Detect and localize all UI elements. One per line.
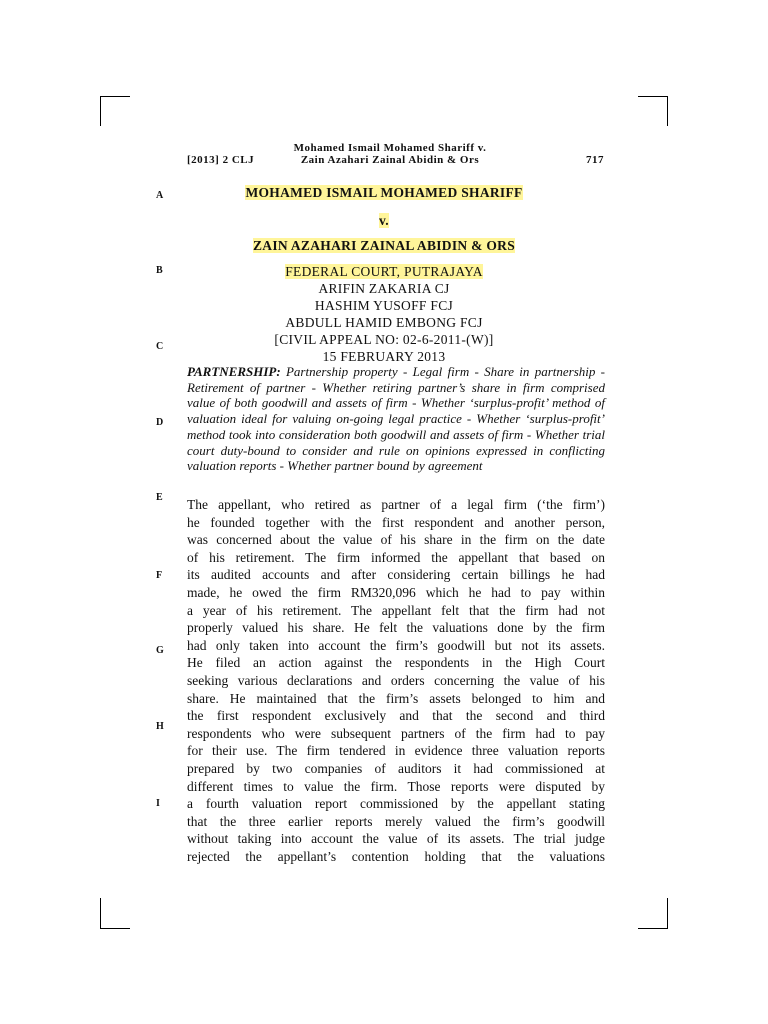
- header-title-line1: Mohamed Ismail Mohamed Shariff v.: [293, 142, 487, 154]
- crop-mark-bottom-right-v: [667, 898, 668, 929]
- headnote-line: rejected the appellant’s contention holding that the valuations: [187, 848, 605, 864]
- court-name: FEDERAL COURT, PUTRAJAYA: [285, 264, 483, 279]
- court-line: [0, 263, 768, 280]
- decision-date: 15 FEBRUARY 2013: [322, 349, 446, 364]
- headnote-line: different times to value the firm. Those reports were disputed by: [187, 778, 605, 794]
- headnote-line: was concerned about the value of his share in the firm on the date: [187, 532, 605, 548]
- header-title-line2: Zain Azahari Zainal Abidin & Ors: [300, 154, 480, 166]
- margin-letter-i: I: [156, 798, 160, 809]
- headnote-line: He filed an action against the respondents in the High Court: [187, 655, 605, 671]
- judge-3: ABDULL HAMID EMBONG FCJ: [285, 315, 483, 330]
- headnote-line: prepared by two companies of auditors it had commissioned at: [187, 760, 605, 776]
- headnote-line: had only taken into account the firm’s goodwill but not its assets.: [187, 637, 605, 653]
- case-versus-line: [0, 212, 768, 229]
- catchwords: [187, 364, 605, 474]
- headnote-line: a year of his retirement. The appellant felt that the firm had not: [187, 602, 605, 618]
- headnote-line: its audited accounts and after considering certain billings he had: [187, 567, 605, 583]
- headnote-line: properly valued his share. He felt the valuations done by the firm: [187, 620, 605, 636]
- judge-1: ARIFIN ZAKARIA CJ: [318, 281, 450, 296]
- headnote: [187, 496, 605, 865]
- headnote-line: The appellant, who retired as partner of a legal firm (‘the firm’): [187, 497, 605, 512]
- header-citation: [2013] 2 CLJ: [187, 154, 255, 166]
- case-respondents-line: [0, 237, 768, 254]
- headnote-line: he founded together with the first respondent and another person,: [187, 514, 605, 530]
- headnote-line: of his retirement. The firm informed the appellant that based on: [187, 549, 605, 565]
- judge-2: HASHIM YUSOFF FCJ: [314, 298, 454, 313]
- headnote-line: that the three earlier reports merely valued the firm’s goodwill: [187, 813, 605, 829]
- margin-letter-a: A: [156, 190, 164, 201]
- headnote-line: the first respondent exclusively and that the second and third: [187, 708, 605, 724]
- crop-mark-bottom-right-h: [638, 928, 668, 929]
- headnote-line: made, he owed the firm RM320,096 which he had to pay within: [187, 584, 605, 600]
- margin-letter-b: B: [156, 265, 163, 276]
- appeal-number: [CIVIL APPEAL NO: 02-6-2011-(W)]: [274, 332, 494, 347]
- margin-letter-f: F: [156, 570, 163, 581]
- headnote-line: a fourth valuation report commissioned by the appellant stating: [187, 796, 605, 812]
- crop-mark-bottom-left-h: [100, 928, 130, 929]
- margin-letter-h: H: [156, 721, 164, 732]
- headnote-line: seeking various declarations and orders concerning the value of his: [187, 672, 605, 688]
- crop-mark-bottom-left-v: [100, 898, 101, 929]
- headnote-line: without taking into account the value of its assets. The trial judge: [187, 831, 605, 847]
- headnote-line: respondents who were subsequent partners of the firm had to pay: [187, 725, 605, 741]
- headnote-line: for their use. The firm tendered in evidence three valuation reports: [187, 743, 605, 759]
- case-respondents: ZAIN AZAHARI ZAINAL ABIDIN & ORS: [252, 238, 516, 253]
- case-versus: v.: [379, 213, 389, 228]
- crop-mark-top-left-v: [100, 96, 101, 126]
- headnote-line: share. He maintained that the firm’s assets belonged to him and: [187, 690, 605, 706]
- margin-letter-g: G: [156, 645, 164, 656]
- margin-letter-c: C: [156, 341, 164, 352]
- crop-mark-top-right-v: [667, 96, 668, 126]
- margin-letter-e: E: [156, 492, 163, 503]
- catchwords-text: Partnership property - Legal firm - Share in partnership - Retirement of partner - Whether retiring partner’s share in firm comprised value of both goodwill and assets of firm - Whether ‘surplus-profit’ method of valuation ideal for valuing on-going legal practice - Whether ‘surplus-profit’ method took into consideration both goodwill and assets of firm - Whether trial court duty-bound to consider and rule on opinions expressed in conflicting valuation reports - Whether partner bound by agreement: [187, 364, 605, 474]
- crop-mark-top-left-h: [100, 96, 130, 97]
- crop-mark-top-right-h: [638, 96, 668, 97]
- case-appellant: MOHAMED ISMAIL MOHAMED SHARIFF: [245, 185, 523, 200]
- margin-letter-d: D: [156, 417, 164, 428]
- header-page-number: 717: [586, 154, 604, 166]
- catchwords-label: PARTNERSHIP:: [187, 364, 281, 379]
- case-appellant-line: [0, 184, 768, 201]
